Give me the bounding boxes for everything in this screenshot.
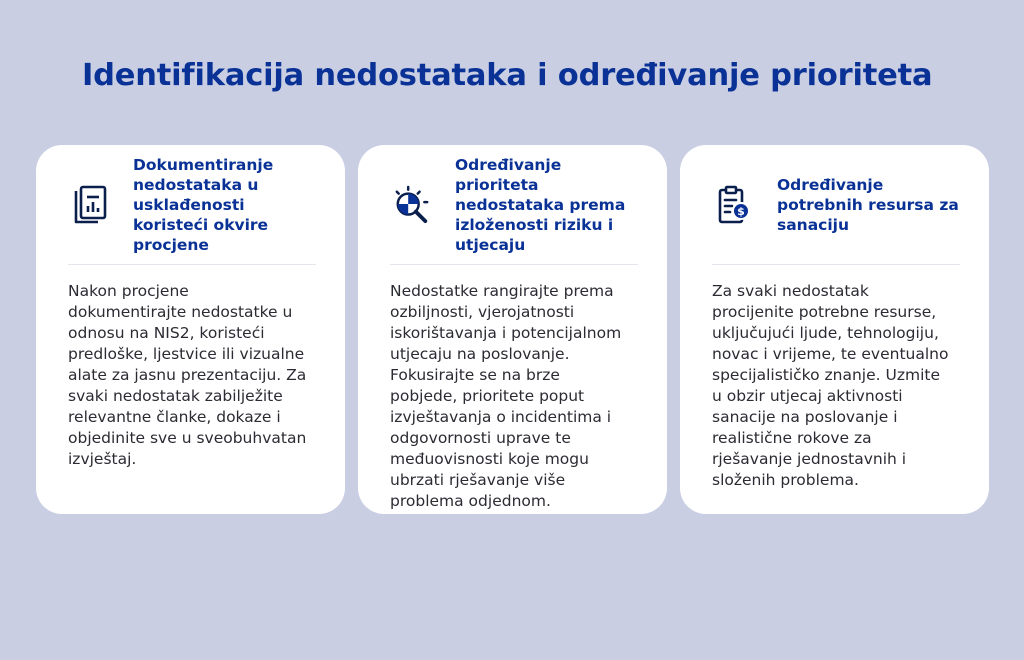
card-header — [390, 145, 638, 265]
card-remediation-resources — [680, 145, 989, 514]
card-body: Nakon procjene dokumentirajte nedostatke u odnosu na NIS2, koristeći predloške, ljestvice ili vizualne alate za jasnu prezentaciju. Za svaki nedostatak zabilježite relevantne članke, dokaze i objedinite sve u sveobuhvatan izvještaj. — [68, 282, 307, 468]
clipboard-money-icon — [712, 184, 777, 226]
card-header — [712, 145, 960, 265]
card-title: Dokumentiranje nedostataka u usklađenosti koristeći okvire procjene — [133, 155, 274, 254]
card-prioritizing-gaps — [358, 145, 667, 514]
card-list — [36, 145, 989, 514]
card-header — [68, 145, 316, 265]
card-body: Nedostatke rangirajte prema ozbiljnosti, vjerojatnosti iskorištavanja i potencijalnom utjecaju na poslovanje. Fokusirajte se na brze pobjede, prioritete poput izvještavanja o incidentima i odgovornosti uprave te međuovisnosti koje mogu ubrzati rješavanje više problema odjednom. — [390, 282, 622, 510]
page-title: Identifikacija nedostataka i određivanje prioriteta — [82, 58, 933, 93]
card-documenting-gaps — [36, 145, 345, 514]
card-title: Određivanje prioriteta nedostataka prema izloženosti riziku i utjecaju — [455, 155, 626, 254]
magnifier-chart-icon — [390, 184, 455, 226]
card-body: Za svaki nedostatak procijenite potrebne resurse, uključujući ljude, tehnologiju, novac i vrijeme, te eventualno specijalističko znanje. Uzmite u obzir utjecaj aktivnosti sanacije na poslovanje i realistične rokove za rješavanje jednostavnih i složenih problema. — [712, 282, 949, 489]
card-title: Određivanje potrebnih resursa za sanaciju — [777, 175, 959, 234]
svg-text:$: $ — [737, 204, 745, 218]
document-report-icon — [68, 184, 133, 226]
